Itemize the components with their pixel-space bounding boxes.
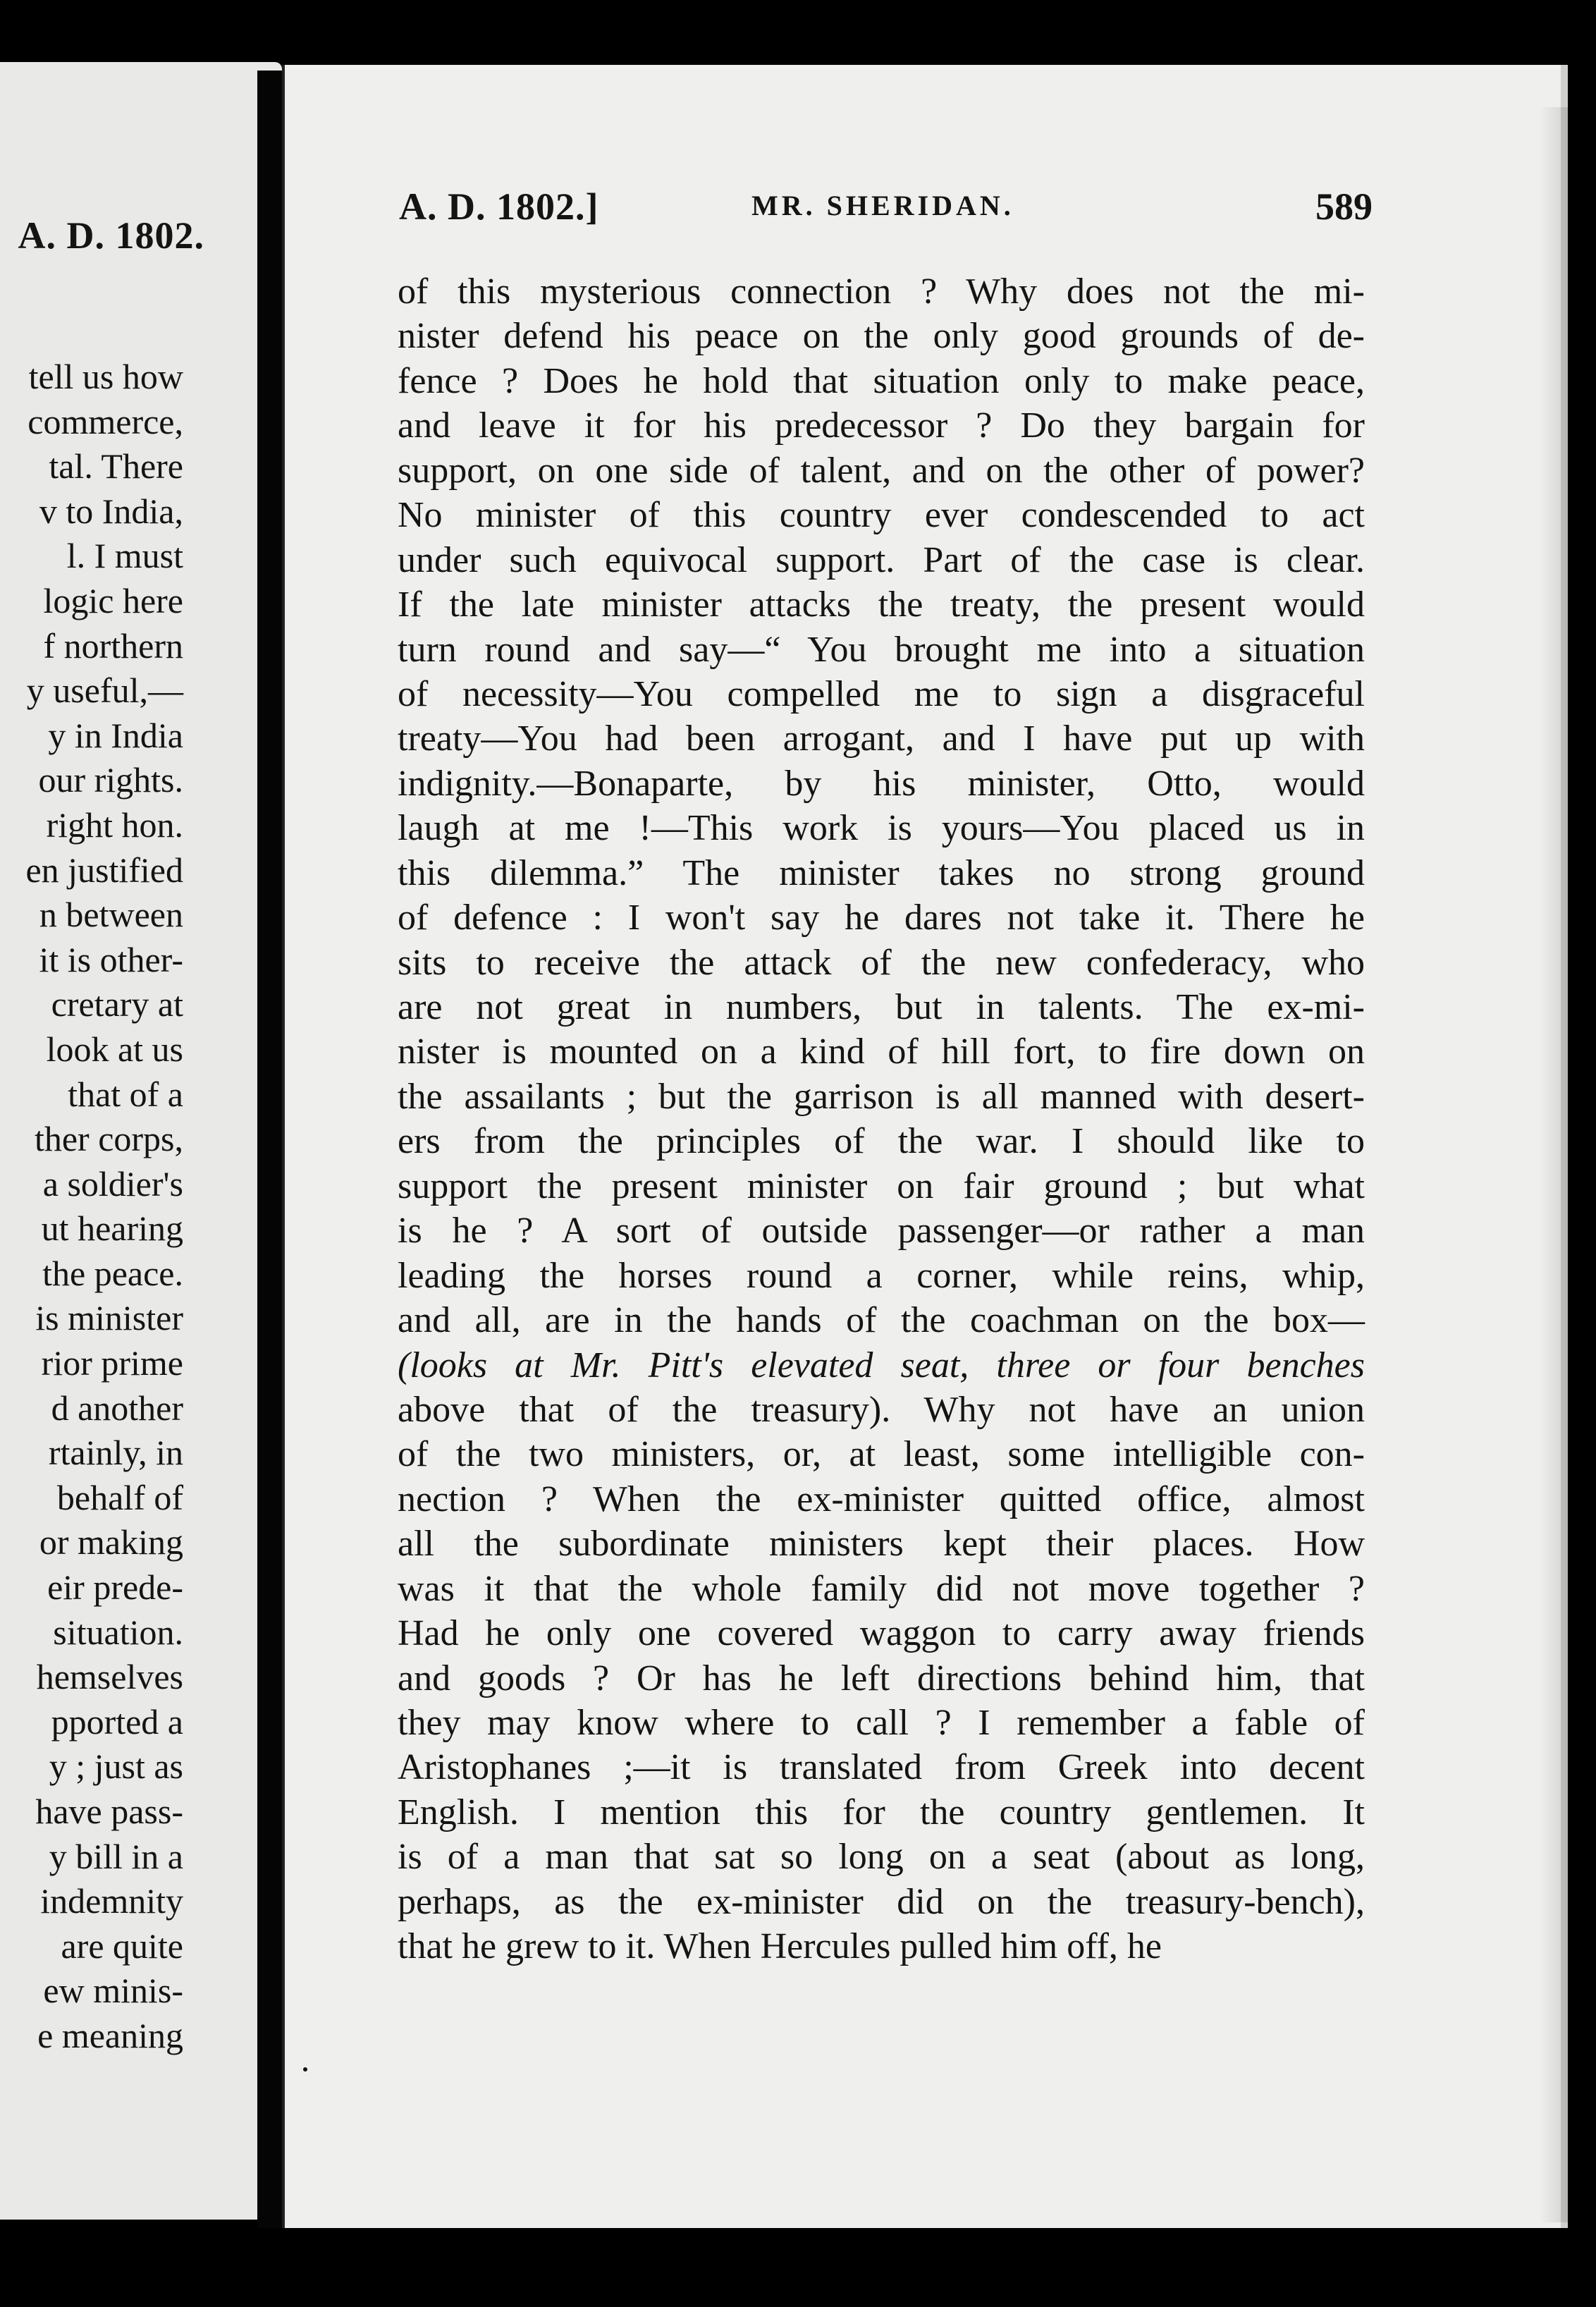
- left-page-line: logic here: [43, 580, 183, 620]
- body-line: Had he only one covered waggon to carry away friends: [398, 1613, 1365, 1654]
- body-line: and goods ? Or has he left directions behind him, that: [398, 1658, 1365, 1699]
- body-line: this dilemma.” The minister takes no strong ground: [398, 852, 1365, 893]
- body-line: treaty—You had been arrogant, and I have put up with: [398, 718, 1365, 759]
- left-page-line: that of a: [68, 1074, 183, 1114]
- body-line: perhaps, as the ex-minister did on the treasury-bench),: [398, 1881, 1365, 1922]
- body-line: all the subordinate ministers kept their places. How: [398, 1524, 1365, 1565]
- body-line: of the two ministers, or, at least, some intelligible con-: [398, 1434, 1365, 1475]
- body-line: indignity.—Bonaparte, by his minister, Otto, would: [398, 763, 1365, 804]
- left-page-line: e meaning: [37, 2015, 183, 2055]
- header-title: MR. SHERIDAN.: [751, 190, 1014, 221]
- body-line: is he ? A sort of outside passenger—or rather a man: [398, 1211, 1365, 1252]
- left-page-line: right hon.: [46, 804, 183, 845]
- body-line: of defence : I won't say he dares not take it. There he: [398, 898, 1365, 938]
- left-page-line: or making: [39, 1522, 183, 1562]
- left-page-text: [0, 355, 183, 2059]
- body-line: nister defend his peace on the only good grounds of de-: [398, 316, 1365, 357]
- left-page-line: rior prime: [41, 1343, 183, 1383]
- body-text: [398, 269, 1365, 1969]
- left-page-line: cretary at: [51, 984, 183, 1024]
- left-page-line: eir prede-: [47, 1567, 183, 1608]
- body-line: leading the horses round a corner, while reins, whip,: [398, 1255, 1365, 1296]
- left-page-line: y in India: [48, 715, 183, 755]
- left-page-line: ther corps,: [34, 1119, 183, 1159]
- body-line: nection ? When the ex-minister quitted office, almost: [398, 1479, 1365, 1519]
- left-page-line: rtainly, in: [48, 1433, 183, 1473]
- left-page-line: tell us how: [28, 357, 183, 396]
- body-line: sits to receive the attack of the new confederacy, who: [398, 942, 1365, 983]
- left-page-line: are quite: [61, 1926, 183, 1966]
- body-line: and all, are in the hands of the coachman on the box—: [398, 1300, 1365, 1341]
- book-gutter: [257, 71, 283, 2228]
- left-page-line: n between: [39, 895, 183, 935]
- body-line: support, on one side of talent, and on the other of power?: [398, 450, 1365, 491]
- left-page: [0, 62, 282, 2220]
- body-line: above that of the treasury). Why not have an union: [398, 1389, 1365, 1430]
- body-line: Aristophanes ;—it is translated from Greek into decent: [398, 1747, 1365, 1788]
- left-page-line: ut hearing: [41, 1208, 183, 1249]
- left-page-line: v to India,: [39, 491, 183, 531]
- body-line: English. I mention this for the country gentlemen. It: [398, 1792, 1365, 1832]
- left-page-line: pported a: [51, 1701, 183, 1742]
- ink-speck: [303, 2067, 307, 2072]
- left-page-line: y ; just as: [49, 1746, 183, 1787]
- left-page-line: look at us: [46, 1029, 183, 1069]
- left-page-line: our rights.: [38, 760, 183, 800]
- left-page-line: hemselves: [36, 1657, 183, 1697]
- body-line: of necessity—You compelled me to sign a disgraceful: [398, 673, 1365, 714]
- body-line: of this mysterious connection ? Why does not the mi-: [398, 271, 1365, 312]
- left-page-line: the peace.: [42, 1253, 183, 1293]
- left-page-line: commerce,: [27, 401, 183, 441]
- left-page-line: indemnity: [40, 1881, 183, 1921]
- body-line: ers from the principles of the war. I should like to: [398, 1121, 1365, 1162]
- left-page-line: have pass-: [35, 1792, 183, 1831]
- body-line: that he grew to it. When Hercules pulled him off, he: [398, 1926, 1162, 1967]
- body-line: is of a man that sat so long on a seat (about as long,: [398, 1837, 1365, 1878]
- body-line: support the present minister on fair ground ; but what: [398, 1165, 1365, 1206]
- body-line: nister is mounted on a kind of hill fort, to fire down on: [398, 1032, 1365, 1072]
- running-header: [399, 185, 1386, 234]
- body-line: If the late minister attacks the treaty, the present would: [398, 585, 1365, 625]
- left-page-line: d another: [51, 1388, 183, 1428]
- body-line: was it that the whole family did not move together ?: [398, 1568, 1365, 1609]
- body-line: laugh at me !—This work is yours—You placed us in: [398, 808, 1365, 849]
- header-date: A. D. 1802.]: [399, 185, 599, 228]
- left-page-line: behalf of: [56, 1477, 183, 1517]
- body-line: are not great in numbers, but in talents. The ex-mi-: [398, 987, 1365, 1027]
- body-line: turn round and say—“ You brought me into a situation: [398, 629, 1365, 670]
- left-page-line: f northern: [43, 625, 183, 666]
- page-number: 589: [1315, 185, 1373, 228]
- body-line: they may know where to call ? I remember a fable of: [398, 1703, 1365, 1743]
- left-page-line: y bill in a: [49, 1836, 183, 1876]
- body-line: (looks at Mr. Pitt's elevated seat, three or four benches: [398, 1345, 1365, 1385]
- body-line: No minister of this country ever condescended to act: [398, 495, 1365, 536]
- left-page-line: y useful,—: [26, 671, 183, 711]
- body-line: and leave it for his predecessor ? Do they bargain for: [398, 405, 1365, 446]
- page-edge-shadow: [1540, 107, 1568, 2222]
- left-page-line: a soldier's: [42, 1163, 183, 1204]
- body-line: under such equivocal support. Part of the case is clear.: [398, 539, 1365, 580]
- left-page-header: A. D. 1802.: [18, 214, 204, 257]
- left-page-line: is minister: [35, 1298, 183, 1338]
- left-page-line: en justified: [25, 850, 183, 890]
- left-page-line: ew minis-: [43, 1971, 183, 2011]
- body-line: fence ? Does he hold that situation only to make peace,: [398, 360, 1365, 401]
- left-page-line: situation.: [53, 1612, 183, 1652]
- left-page-line: tal. There: [49, 446, 183, 487]
- right-page: [282, 65, 1568, 2228]
- left-page-line: l. I must: [66, 536, 183, 576]
- body-line: the assailants ; but the garrison is all manned with desert-: [398, 1076, 1365, 1117]
- left-page-line: it is other-: [39, 939, 183, 979]
